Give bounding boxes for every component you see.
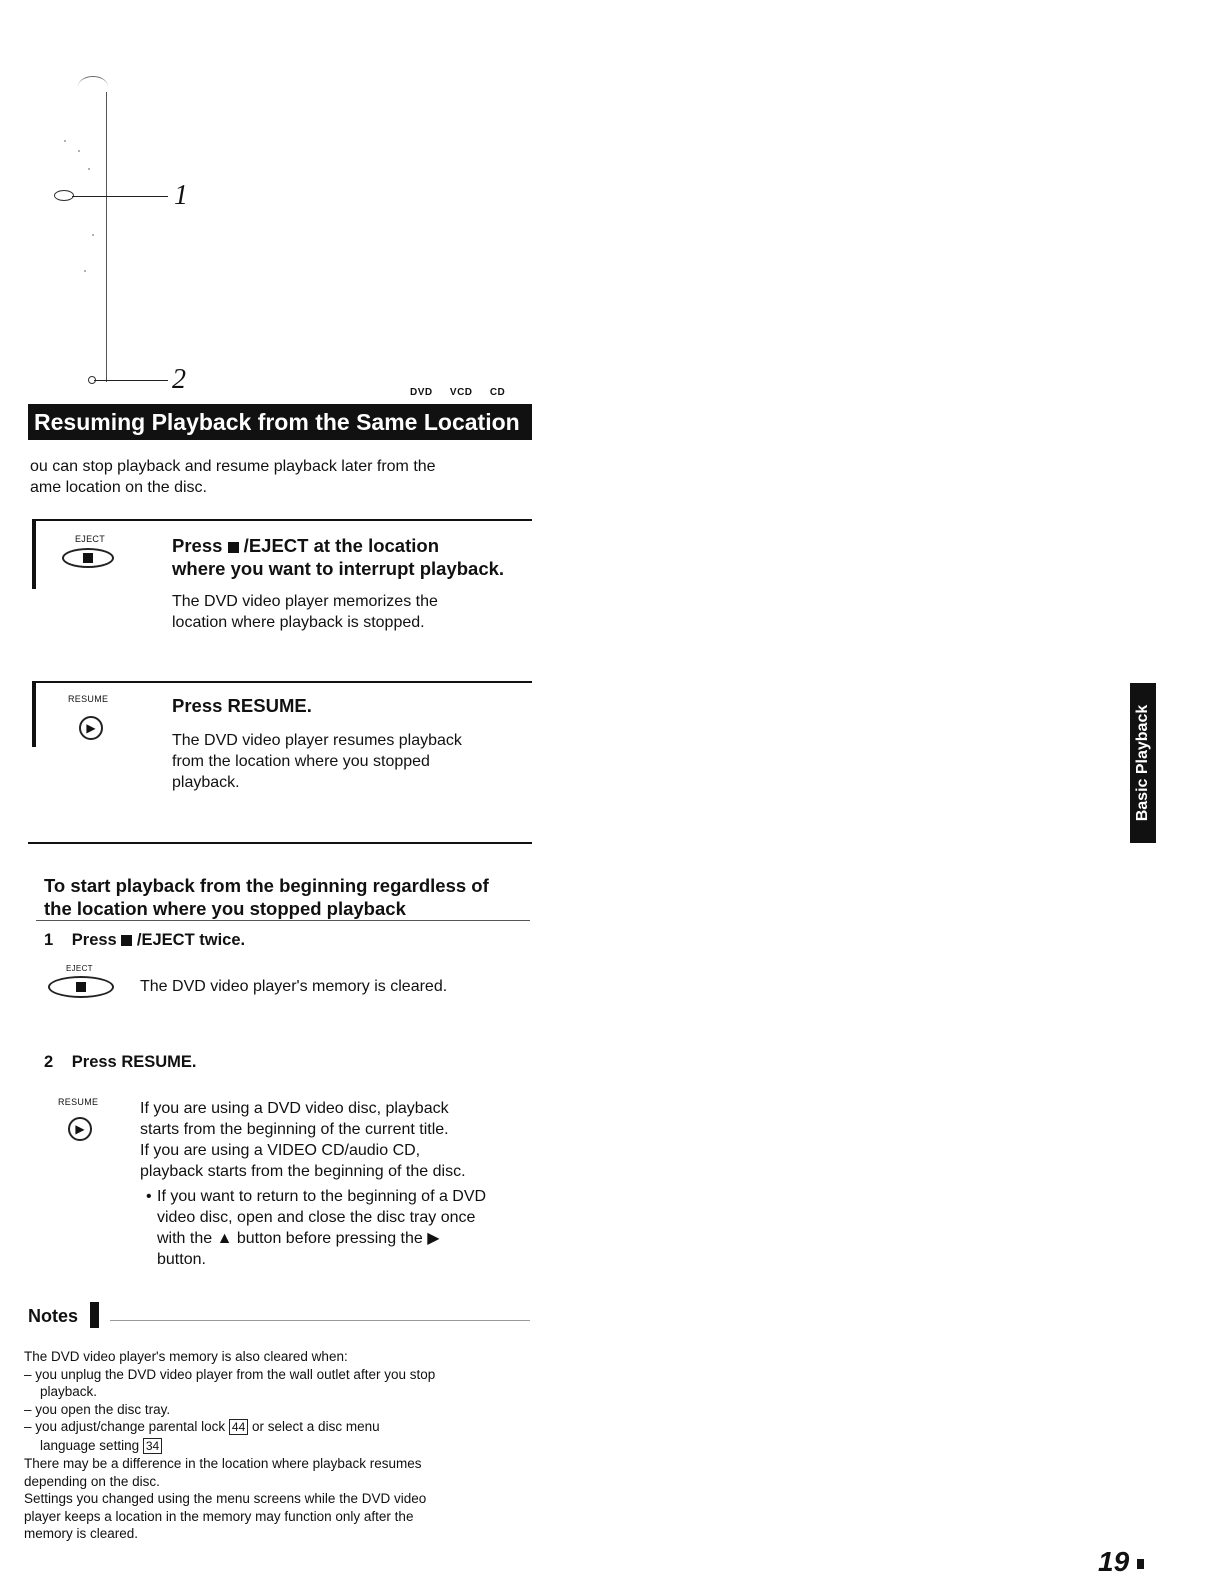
substep-2-description: If you are using a DVD video disc, playback starts from the beginning of the current title. If you are using a VIDEO CD/audio CD, playback starts from the beginning of the disc. <box>140 1100 466 1180</box>
intro-line-2: ame location on the disc. <box>30 479 207 496</box>
substep-2-number: 2 <box>44 1053 54 1071</box>
eject-button-icon <box>62 548 114 568</box>
page-number: 19 <box>1098 1546 1144 1578</box>
disc-compatibility-tags <box>410 387 519 398</box>
step-2-title: Press RESUME. <box>172 695 312 716</box>
disc-tag-cd: CD <box>489 387 506 398</box>
step-1-title-rest: /EJECT at the location <box>238 535 439 556</box>
eject-button-icon <box>48 976 114 998</box>
stop-symbol-icon <box>228 542 239 553</box>
notes-body: The DVD video player's memory is also cleared when: – you unplug the DVD video player from the wall outlet after you stop playback. – you open the disc tray. – you adjust/change parental lock 44 or select a disc menu language setting 34 There may be a difference in the location where playback resumes depending on the disc. Settings you changed using the menu screens while the DVD video player keeps a location in the memory may function only after the memory is cleared. <box>24 1349 436 1541</box>
page-ref-34: 34 <box>143 1438 162 1454</box>
remote-button-icon <box>54 190 74 201</box>
intro-text <box>30 456 436 498</box>
substep-1-press: Press <box>71 931 122 949</box>
callout-2: 2 <box>172 364 186 395</box>
step-2-button-label: RESUME <box>68 694 109 704</box>
step-1-title-line-2: where you want to interrupt playback. <box>172 558 505 579</box>
step-1-button-label: EJECT <box>75 534 106 544</box>
substep-2-button-label: RESUME <box>58 1097 99 1107</box>
intro-line-1: ou can stop playback and resume playback later from the <box>30 458 436 475</box>
step-2-description: The DVD video player resumes playback from the location where you stopped playback. <box>172 732 462 791</box>
substep-2-bullet: • If you want to return to the beginning of a DVD video disc, open and close the disc tray once with the ▲ button before pressing the ▶ button. <box>146 1188 487 1268</box>
step-1-description: The DVD video player memorizes the location where playback is stopped. <box>172 593 438 631</box>
substep-1-number: 1 <box>44 931 54 949</box>
disc-tag-dvd: DVD <box>410 387 433 398</box>
substep-2-title: Press RESUME. <box>71 1053 197 1071</box>
section-title: Resuming Playback from the Same Location <box>28 404 532 440</box>
page-number-marker-icon <box>1137 1559 1144 1569</box>
step-1-title <box>172 534 504 580</box>
step-1-title-press: Press <box>172 535 228 556</box>
stop-symbol-icon <box>121 935 132 946</box>
subsection-heading: To start playback from the beginning regardless of the location where you stopped playback <box>44 875 489 919</box>
disc-tag-vcd: VCD <box>449 387 473 398</box>
notes-marker-icon <box>90 1302 99 1328</box>
page-ref-44: 44 <box>229 1419 248 1435</box>
side-tab-basic-playback: Basic Playback <box>1130 683 1156 843</box>
callout-1: 1 <box>174 180 188 211</box>
substep-1-button-label: EJECT <box>66 964 93 973</box>
notes-label: Notes <box>28 1306 79 1326</box>
substep-1-title-rest: /EJECT twice. <box>132 931 246 949</box>
substep-1-description: The DVD video player's memory is cleared. <box>140 978 448 995</box>
resume-button-icon: ▶ <box>79 716 103 740</box>
resume-button-icon: ▶ <box>68 1117 92 1141</box>
